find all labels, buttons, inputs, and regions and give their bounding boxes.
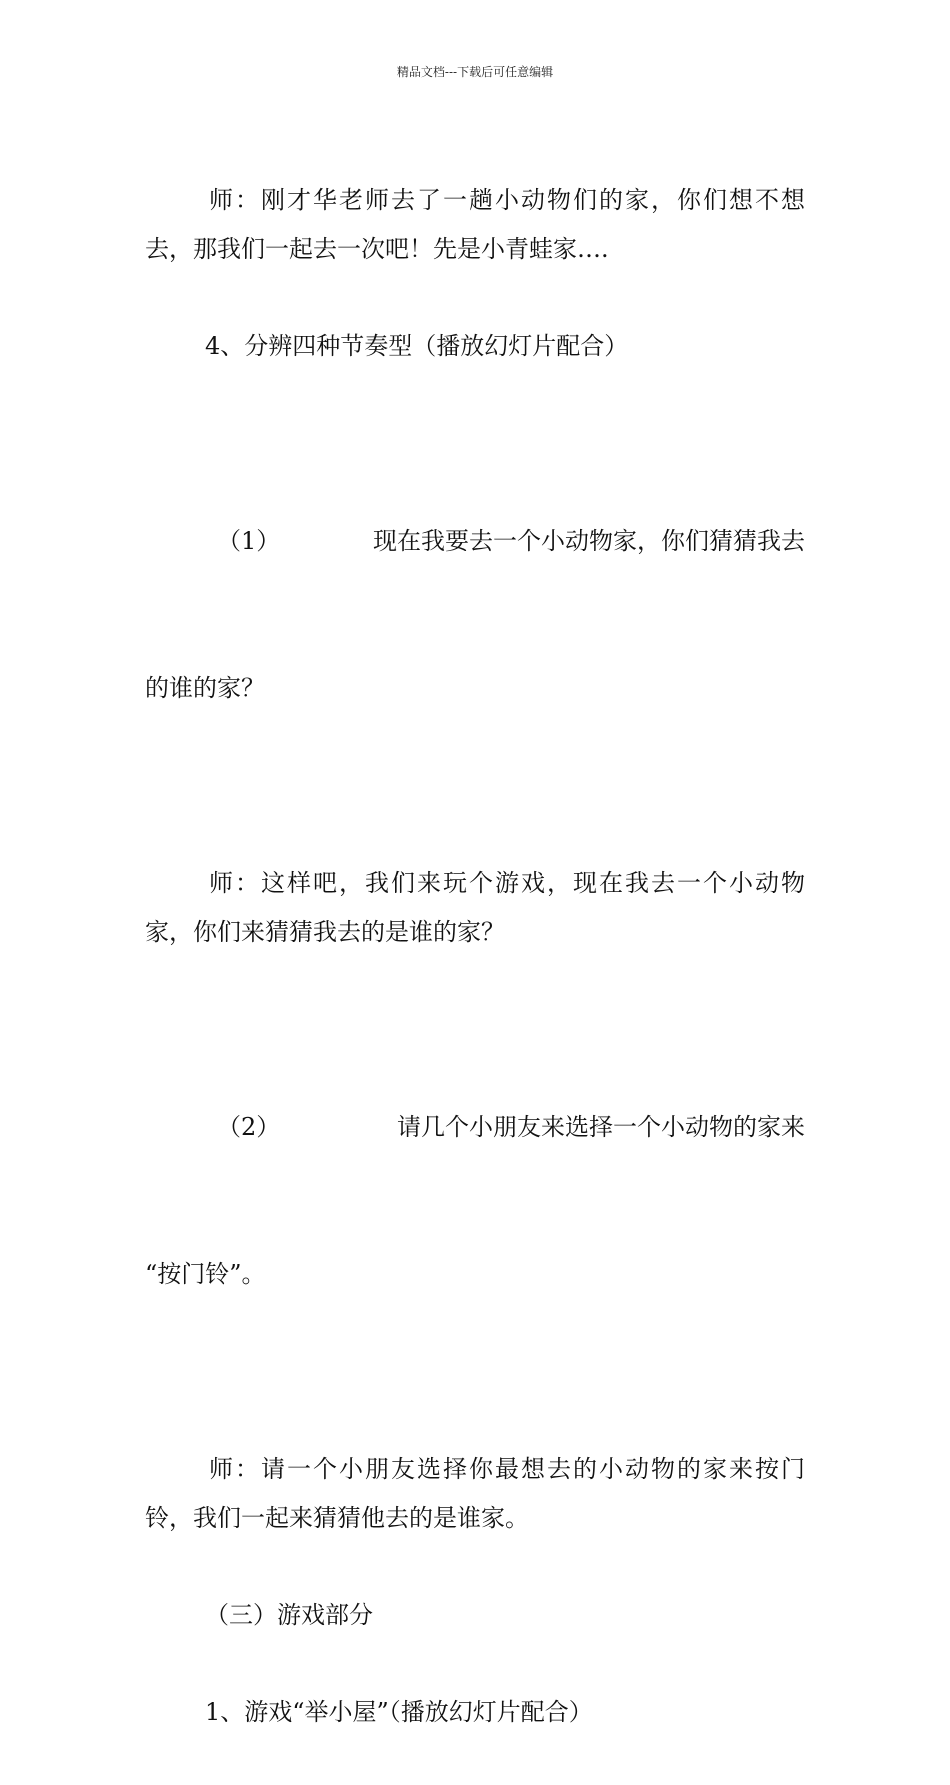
page-header: 精品文档---下载后可任意编辑 — [396, 65, 554, 79]
item-first-line: 请几个小朋友来选择一个小动物的家来 — [397, 1113, 805, 1141]
paragraph-section-4: 4、分辨四种节奏型（播放幻灯片配合） — [205, 332, 629, 360]
item-first-line: 现在我要去一个小动物家，你们猜猜我去 — [373, 527, 805, 555]
item-continuation: 的谁的家？ — [145, 674, 265, 702]
document-body — [145, 176, 805, 1785]
item-number: （1） — [217, 527, 281, 555]
item-number: （2） — [217, 1113, 281, 1141]
item-continuation: “按门铃”。 — [145, 1260, 266, 1288]
paragraph-item-1 — [145, 419, 805, 811]
paragraph-teacher-game: 师：这样吧，我们来玩个游戏，现在我去一个小动物家，你们来猜猜我去的是谁的家？ — [145, 869, 805, 946]
paragraph-game-1: 1、游戏“举小屋”（播放幻灯片配合） — [205, 1698, 593, 1726]
paragraph-section-three: （三）游戏部分 — [205, 1601, 373, 1629]
paragraph-item-2 — [145, 1005, 805, 1397]
paragraph-teacher-intro: 师：刚才华老师去了一趟小动物们的家，你们想不想去，那我们一起去一次吧！先是小青蛙家…. — [145, 186, 805, 263]
paragraph-teacher-doorbell: 师：请一个小朋友选择你最想去的小动物的家来按门铃，我们一起来猜猜他去的是谁家。 — [145, 1455, 805, 1532]
